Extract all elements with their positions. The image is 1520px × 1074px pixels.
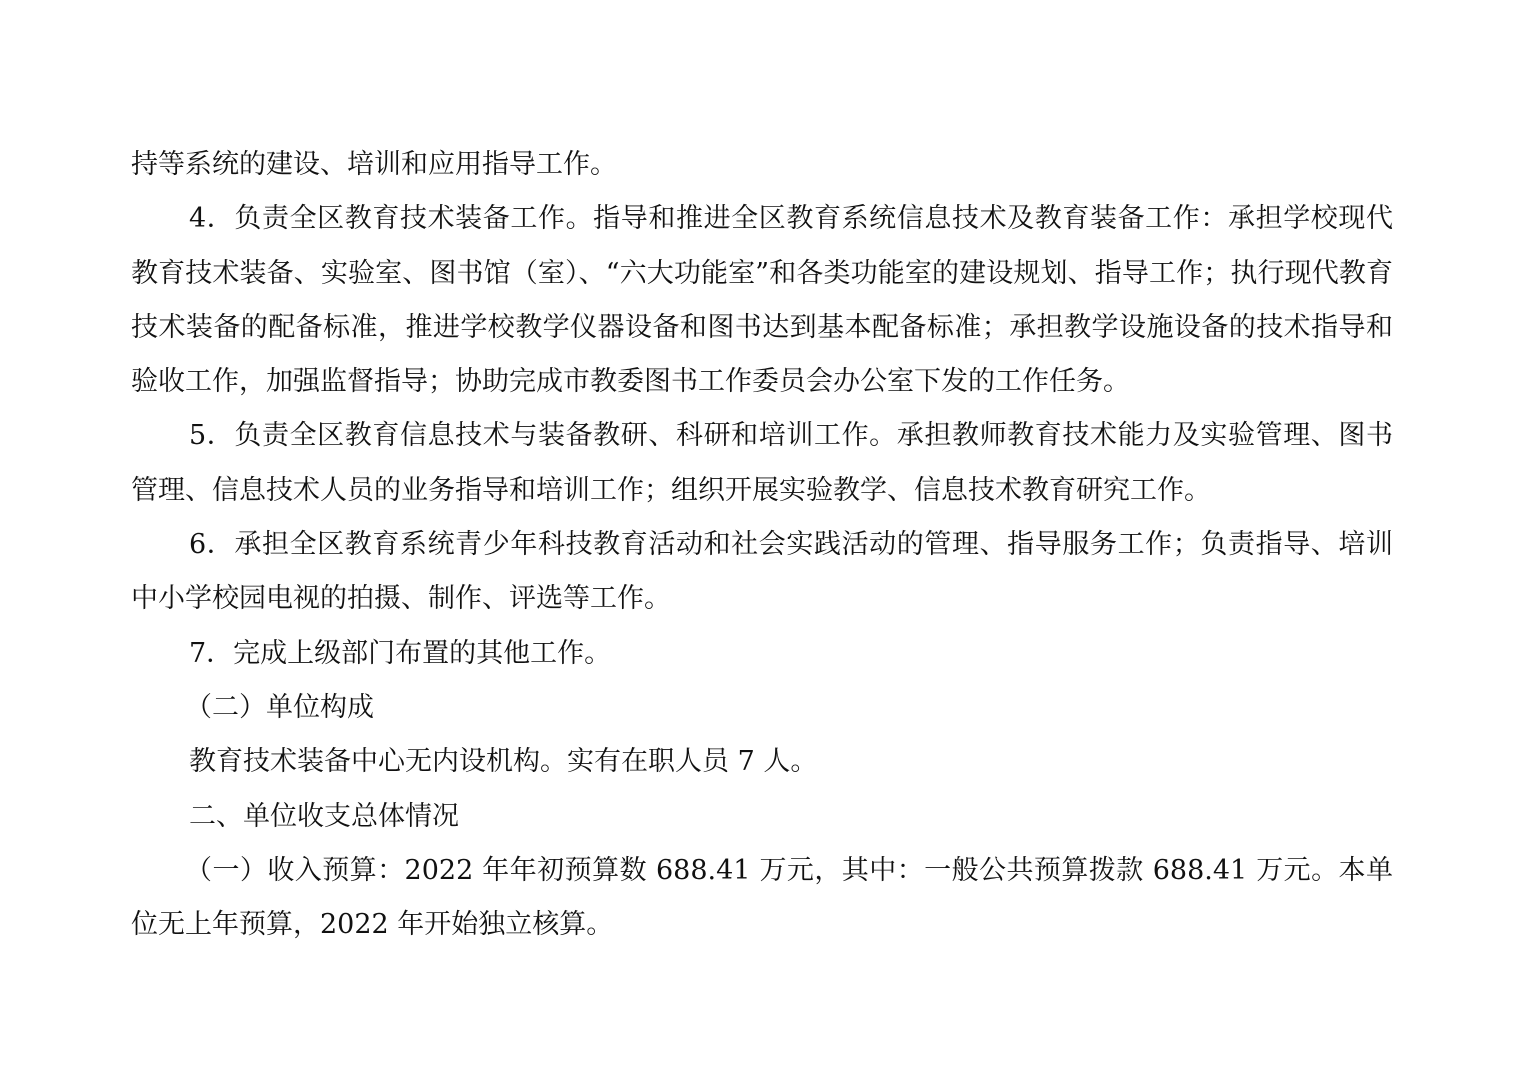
- paragraph-unit-composition: 教育技术装备中心无内设机构。实有在职人员 7 人。: [189, 746, 818, 778]
- paragraph-item-7: 7．完成上级部门布置的其他工作。: [189, 637, 612, 669]
- document-body: [131, 138, 1393, 952]
- paragraph-income-budget: （一）收入预算：2022 年年初预算数 688.41 万元，其中：一般公共预算拨款 688.41 万元。本单位无上年预算，2022 年开始独立核算。: [131, 854, 1393, 941]
- section-heading-income-expenditure: 二、单位收支总体情况: [189, 800, 459, 832]
- section-heading-unit-composition: （二）单位构成: [185, 691, 374, 723]
- paragraph-item-5: 5．负责全区教育信息技术与装备教研、科研和培训工作。承担教师教育技术能力及实验管理、图书管理、信息技术人员的业务指导和培训工作；组织开展实验教学、信息技术教育研究工作。: [131, 420, 1393, 506]
- paragraph-continuation: 持等系统的建设、培训和应用指导工作。: [131, 149, 617, 180]
- paragraph-item-6: 6．承担全区教育系统青少年科技教育活动和社会实践活动的管理、指导服务工作；负责指导、培训中小学校园电视的拍摄、制作、评选等工作。: [131, 529, 1393, 615]
- paragraph-item-4: 4．负责全区教育技术装备工作。指导和推进全区教育系统信息技术及教育装备工作：承担学校现代教育技术装备、实验室、图书馆（室）、“六大功能室”和各类功能室的建设规划、指导工作；执行现代教育技术装备的配备标准，推进学校教学仪器设备和图书达到基本配备标准；承担教学设施设备的技术指导和验收工作，加强监督指导；协助完成市教委图书工作委员会办公室下发的工作任务。: [131, 203, 1393, 398]
